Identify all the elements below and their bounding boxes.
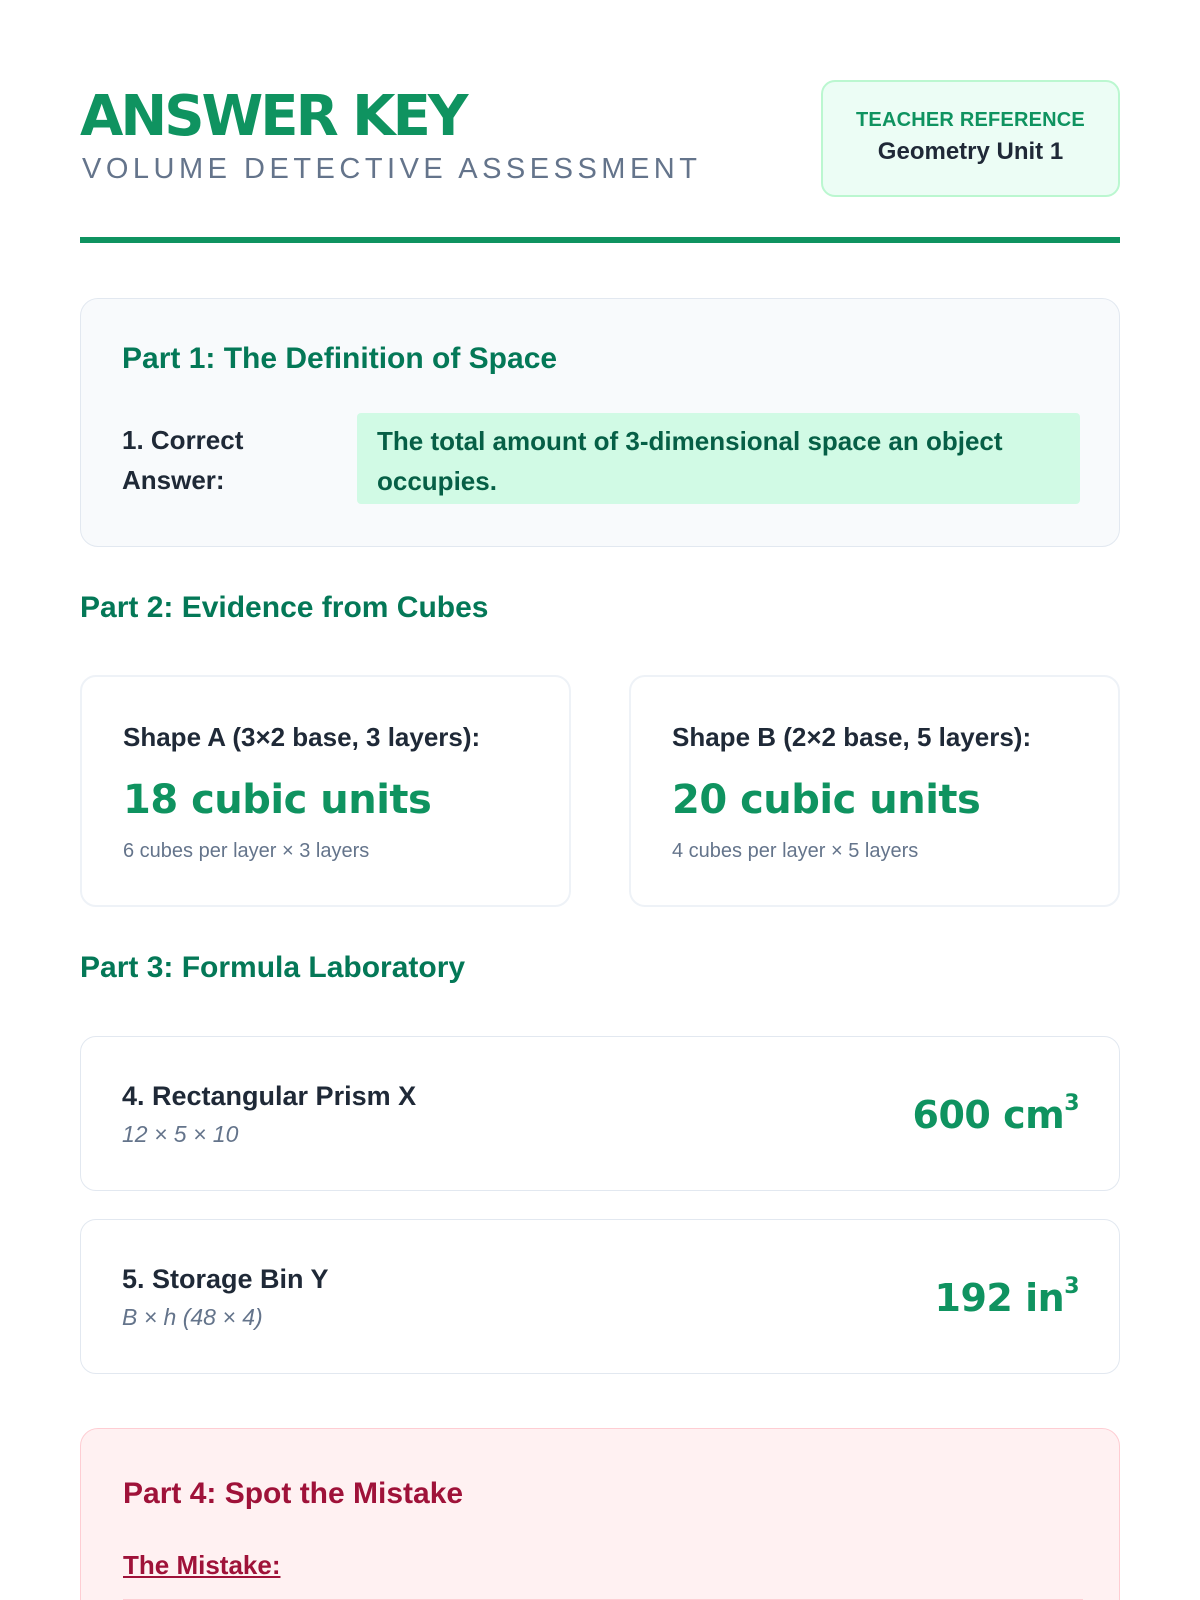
shape-volume: 20 cubic units	[672, 777, 981, 823]
shape-label: Shape A (3×2 base, 3 layers):	[123, 722, 481, 752]
formula-expression: B × h (48 × 4)	[122, 1304, 263, 1330]
unit-exponent: 3	[1064, 1091, 1079, 1117]
formula-name: 4. Rectangular Prism X	[122, 1081, 417, 1111]
shape-b-card	[629, 675, 1120, 907]
formula-name: 5. Storage Bin Y	[122, 1264, 329, 1294]
reference-label: TEACHER REFERENCE	[856, 109, 1085, 131]
header-divider	[80, 237, 1120, 243]
shape-volume: 18 cubic units	[123, 777, 432, 823]
shape-label: Shape B (2×2 base, 5 layers):	[672, 722, 1032, 752]
part4-card	[80, 1428, 1120, 1600]
result-value: 600 cm	[912, 1093, 1065, 1137]
shape-a-card	[80, 675, 571, 907]
part2-title: Part 2: Evidence from Cubes	[80, 591, 489, 624]
part3-title: Part 3: Formula Laboratory	[80, 951, 466, 984]
formula-item	[80, 1036, 1120, 1191]
page-subtitle: VOLUME DETECTIVE ASSESSMENT	[82, 153, 702, 185]
formula-result	[935, 1276, 1079, 1320]
part1-card	[80, 298, 1120, 547]
unit-exponent: 3	[1064, 1274, 1079, 1300]
page-title: ANSWER KEY	[80, 84, 466, 149]
mistake-label: The Mistake:	[123, 1550, 281, 1580]
result-value: 192 in	[934, 1276, 1065, 1320]
formula-expression: 12 × 5 × 10	[122, 1121, 239, 1147]
header	[80, 80, 1120, 200]
part4-title: Part 4: Spot the Mistake	[123, 1477, 464, 1510]
part1-title: Part 1: The Definition of Space	[122, 342, 558, 375]
shape-note: 6 cubes per layer × 3 layers	[123, 840, 370, 862]
teacher-reference-badge	[821, 80, 1120, 197]
correct-answer: The total amount of 3-dimensional space an object occupies.	[357, 413, 1080, 504]
reference-value: Geometry Unit 1	[877, 138, 1064, 165]
question-label: 1. Correct Answer:	[122, 425, 244, 495]
formula-result	[913, 1093, 1079, 1137]
formula-item	[80, 1219, 1120, 1374]
shape-note: 4 cubes per layer × 5 layers	[672, 840, 919, 862]
